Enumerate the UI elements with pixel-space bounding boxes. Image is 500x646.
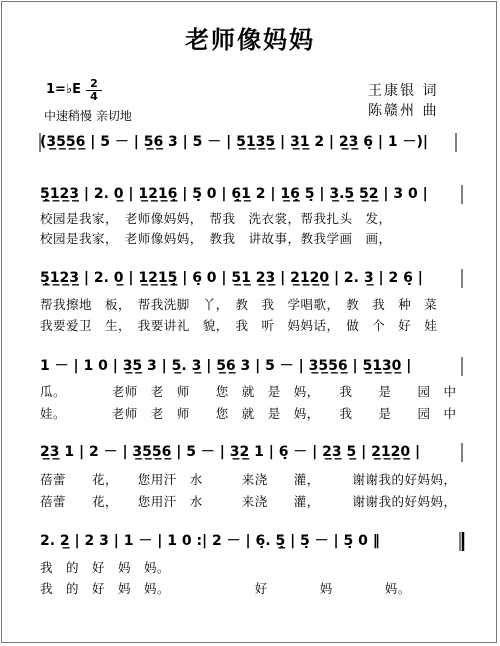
tempo-marking: 中速稍慢 亲切地 (44, 109, 132, 123)
lyric-line: 瓜。 老师 老 师 您 就 是 妈， 我 是 园 中 (40, 384, 457, 399)
key-signature: 1=♭E (46, 82, 81, 97)
notation-line-1 (0, 126, 500, 166)
time-unit: 4 (86, 90, 102, 103)
notation-text: 2. 2̲ | 2 3 | 1 － | 1 0 :| 2 － | 6̣. 5̣̲ | 5̣ － | 5̣ 0 ‖ (40, 533, 380, 549)
lyric-line: 我 的 好 妈 妈。 好 妈 妈。 (40, 581, 411, 596)
time-beats: 2 (90, 77, 98, 90)
lyric-line: 帮我擦地 板， 帮我洗脚 丫， 教 我 学唱歌， 教 我 种 菜 (40, 297, 438, 312)
notation-text: 2̲3̲ 1 | 2 － | 3̲5̲5̲6̲ | 5 － | 3̲2̲ 1 | 6̣ － | 2̲3̲ 5̲ | 2̲1̲2̲0̲ | (40, 444, 421, 460)
lyric-line: 娃。 老师 老 师 您 就 是 妈， 我 是 园 中 (40, 406, 457, 421)
notation-text: 5̣̲1̲2̲3̲ | 2. 0̲ | 1̲2̲1̲5̣̲ | 6̣ 0 | 5̲1̲ 2̲3̲ | 2̲1̲2̲0̲ | 2. 3̲ | 2 6̣ | (40, 270, 423, 286)
song-title: 老师像妈妈 (185, 25, 315, 54)
lyric-line: 蓓蕾 花， 您用汗 水 来浇 灌， 谢谢我的好妈妈， (40, 472, 457, 487)
lyric-line: 校园是我家， 老师像妈妈， 教我 讲故事，教我学画 画， (40, 231, 392, 246)
lyric-line: 我 的 好 妈 妈。 (40, 560, 171, 575)
time-signature (86, 78, 102, 103)
composer-credit: 陈赣州 曲 (368, 103, 439, 119)
notation-text: 5̣̲1̲2̲3̲ | 2. 0̲ | 1̲2̲1̲6̣̲ | 5̣ 0 | 6̣̲1̲ 2 | 1̲6̣̲ 5̣ | 3̲.5̲ 5̲2̲ | 3 0 | (40, 186, 428, 202)
notation-text: 1 － | 1 0 | 3̲5̲ 3 | 5̲. 3̲ | 5̲6̲ 3 | 5 － | 3̲5̲5̲6̲ | 5̲1̲3̲0̲ | (40, 358, 412, 374)
lyricist-credit: 王康银 词 (368, 83, 439, 99)
notation-text: (3̲5̲5̲6̲ | 5 － | 5̲6̲ 3 | 5 － | 5̲1̲3̲5̲ | 3̲1̲ 2 | 2̲3̲ 6̣ | 1 －)| (40, 134, 429, 150)
notation-svg-1 (0, 126, 500, 166)
lyric-line: 蓓蕾 花， 您用汗 水 来浇 灌， 谢谢我的好妈妈， (40, 494, 457, 509)
lyric-line: 我要爱卫 生， 我要讲礼 貌， 我 听 妈妈话， 做 个 好 娃 (40, 318, 438, 333)
lyric-line: 校园是我家， 老师像妈妈， 帮我 洗衣裳，帮我扎头 发， (40, 211, 392, 226)
